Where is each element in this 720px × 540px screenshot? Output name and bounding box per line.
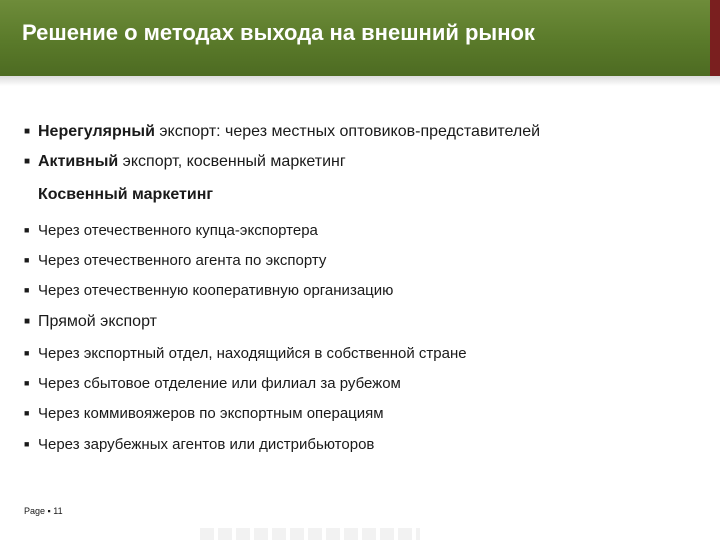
list-item: ■ Через зарубежных агентов или дистрибьюторов bbox=[24, 436, 375, 453]
bullet-icon: ■ bbox=[24, 126, 31, 137]
list-item: ■ Через отечественного купца-экспортера bbox=[24, 222, 318, 239]
bullet-item-direct: ■ Прямой экспорт bbox=[24, 313, 157, 330]
title-shadow bbox=[0, 76, 720, 86]
bullet-item-irregular: ■ Нерегулярный экспорт: через местных оптовиков-представителей bbox=[24, 123, 541, 140]
bullet-icon: ■ bbox=[24, 225, 30, 235]
subheading-indirect: Косвенный маркетинг bbox=[38, 186, 214, 203]
list-item: ■ Через сбытовое отделение или филиал за рубежом bbox=[24, 375, 401, 392]
title-accent-stripe bbox=[710, 0, 720, 76]
page-number: 11 bbox=[53, 506, 63, 516]
bullet-icon: ■ bbox=[24, 316, 31, 327]
bullet-icon: ■ bbox=[24, 439, 30, 449]
faded-watermark bbox=[200, 528, 420, 540]
list-item: ■ Через отечественного агента по экспорту bbox=[24, 252, 327, 269]
slide-title: Решение о методах выхода на внешний рынок bbox=[22, 20, 535, 45]
bullet-icon: ■ bbox=[24, 156, 31, 167]
bullet-icon: ■ bbox=[24, 348, 30, 358]
list-item: ■ Через экспортный отдел, находящийся в собственной стране bbox=[24, 345, 467, 362]
bullet-icon: ■ bbox=[24, 378, 30, 388]
list-item: ■ Через коммивояжеров по экспортным операциям bbox=[24, 405, 384, 422]
separator-icon: ▪ bbox=[47, 506, 51, 516]
bullet-icon: ■ bbox=[24, 285, 30, 295]
page-label: Page bbox=[24, 506, 46, 516]
bullet-item-active: ■ Активный экспорт, косвенный маркетинг bbox=[24, 153, 346, 170]
page-footer bbox=[24, 506, 63, 516]
list-item: ■ Через отечественную кооперативную организацию bbox=[24, 282, 394, 299]
bullet-icon: ■ bbox=[24, 255, 30, 265]
bullet-icon: ■ bbox=[24, 408, 30, 418]
